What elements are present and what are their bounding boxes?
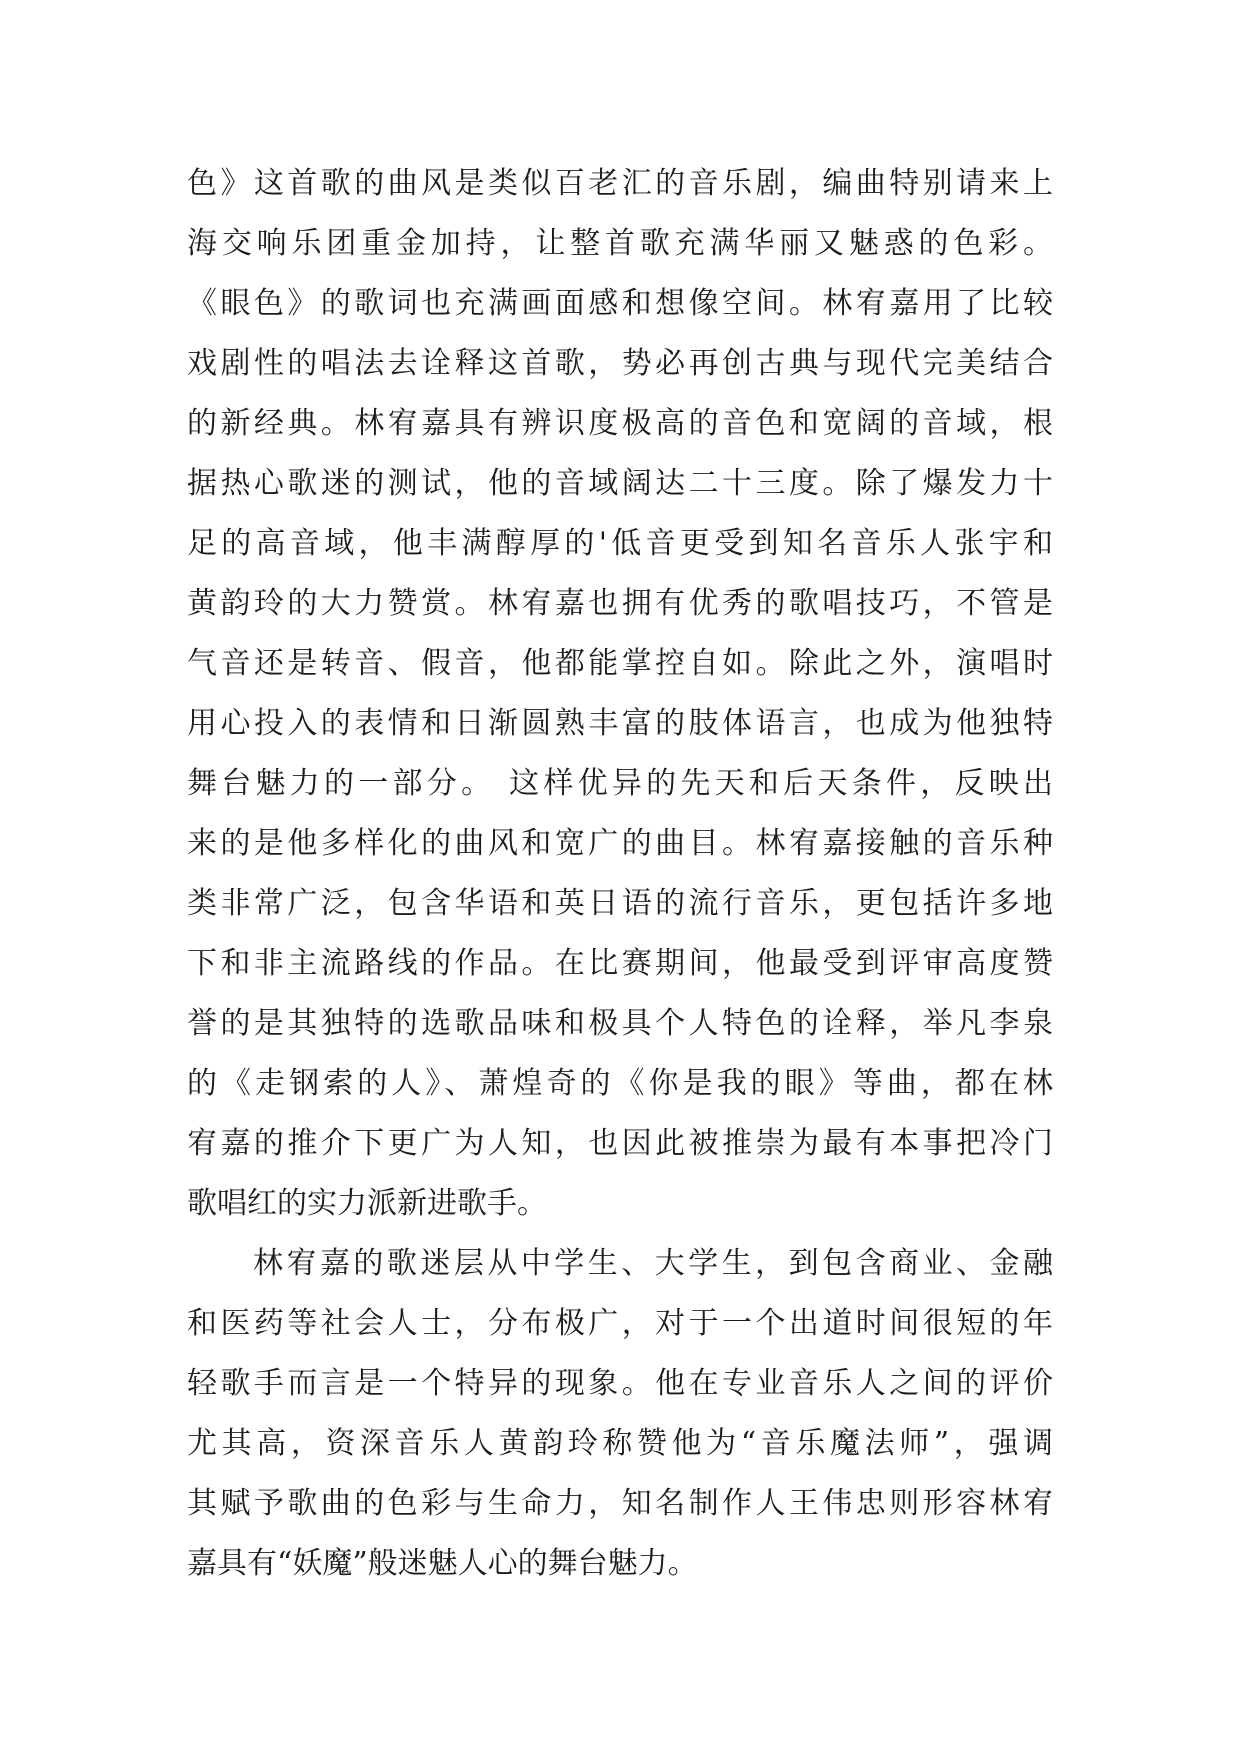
text-line: 其赋予歌曲的色彩与生命力，知名制作人王伟忠则形容林宥 <box>187 1486 1053 1521</box>
text-line: 海交响乐团重金加持，让整首歌充满华丽又魅惑的色彩。 <box>187 226 1053 261</box>
text-line: 宥嘉的推介下更广为人知，也因此被推崇为最有本事把冷门 <box>187 1126 1053 1161</box>
text-line: 《眼色》的歌词也充满画面感和想像空间。林宥嘉用了比较 <box>187 286 1053 321</box>
text-line: 舞台魅力的一部分。 这样优异的先天和后天条件，反映出 <box>187 766 1053 801</box>
paragraph <box>187 154 1053 1234</box>
text-line: 尤其高，资深音乐人黄韵玲称赞他为“音乐魔法师”，强调 <box>187 1426 1053 1461</box>
text-line: 的《走钢索的人》、萧煌奇的《你是我的眼》等曲，都在林 <box>187 1066 1053 1101</box>
text-line: 类非常广泛，包含华语和英日语的流行音乐，更包括许多地 <box>187 886 1053 921</box>
text-line: 黄韵玲的大力赞赏。林宥嘉也拥有优秀的歌唱技巧，不管是 <box>187 586 1053 621</box>
text-line: 歌唱红的实力派新进歌手。 <box>187 1186 547 1221</box>
body-text <box>187 154 1053 1594</box>
paragraph <box>187 1234 1053 1594</box>
text-line: 林宥嘉的歌迷层从中学生、大学生，到包含商业、金融 <box>253 1246 1053 1281</box>
text-line: 和医药等社会人士，分布极广，对于一个出道时间很短的年 <box>187 1306 1053 1341</box>
text-line: 戏剧性的唱法去诠释这首歌，势必再创古典与现代完美结合 <box>187 346 1053 381</box>
text-line: 足的高音域，他丰满醇厚的'低音更受到知名音乐人张宇和 <box>187 526 1053 561</box>
text-line: 轻歌手而言是一个特异的现象。他在专业音乐人之间的评价 <box>187 1366 1053 1401</box>
text-line: 下和非主流路线的作品。在比赛期间，他最受到评审高度赞 <box>187 946 1053 981</box>
text-line: 气音还是转音、假音，他都能掌控自如。除此之外，演唱时 <box>187 646 1053 681</box>
text-line: 的新经典。林宥嘉具有辨识度极高的音色和宽阔的音域，根 <box>187 406 1053 441</box>
text-line: 誉的是其独特的选歌品味和极具个人特色的诠释，举凡李泉 <box>187 1006 1053 1041</box>
text-line: 嘉具有“妖魔”般迷魅人心的舞台魅力。 <box>187 1546 698 1581</box>
text-line: 用心投入的表情和日渐圆熟丰富的肢体语言，也成为他独特 <box>187 706 1053 741</box>
text-line: 来的是他多样化的曲风和宽广的曲目。林宥嘉接触的音乐种 <box>187 826 1053 861</box>
text-line: 色》这首歌的曲风是类似百老汇的音乐剧，编曲特别请来上 <box>187 166 1053 201</box>
text-line: 据热心歌迷的测试，他的音域阔达二十三度。除了爆发力十 <box>187 466 1053 501</box>
